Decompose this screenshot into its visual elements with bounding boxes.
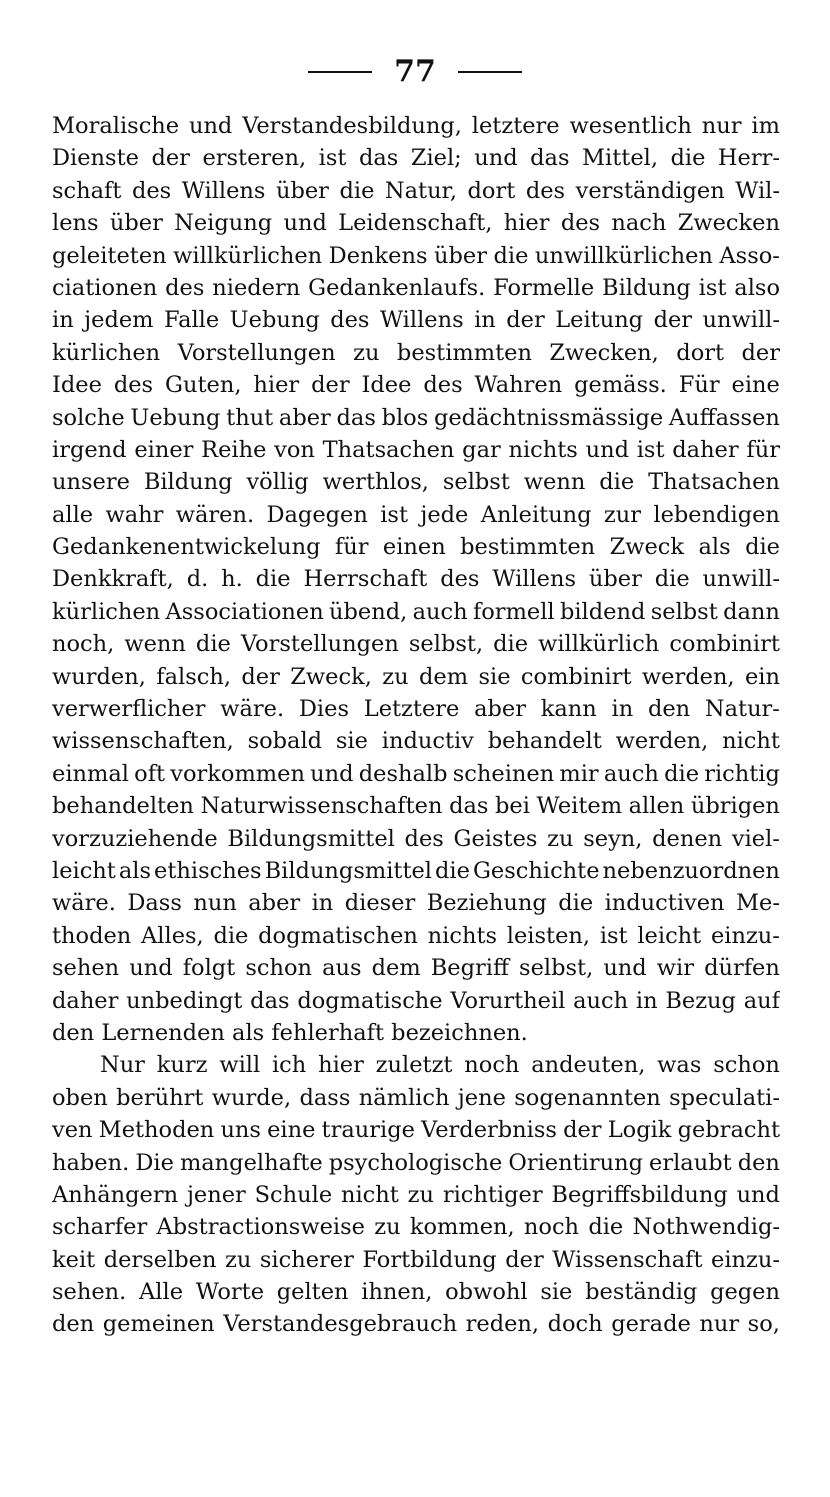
text-line: noch, wenn die Vorstellungen selbst, die willkürlich combinirt — [52, 631, 780, 658]
page-number: 77 — [394, 54, 436, 89]
text-line: sehen und folgt schon aus dem Begriff selbst, und wir dürfen — [52, 955, 780, 982]
text-line: geleiteten willkürlichen Denkens über die unwillkürlichen Asso- — [52, 242, 780, 269]
text-line: Nur kurz will ich hier zuletzt noch andeuten, was schon — [100, 1052, 780, 1079]
text-line: daher unbedingt das dogmatische Vorurtheil auch in Bezug auf — [52, 987, 780, 1014]
text-line: haben. Die mangelhafte psychologische Orientirung erlaubt den — [52, 1149, 780, 1176]
text-line: thoden Alles, die dogmatischen nichts leisten, ist leicht einzu- — [52, 922, 780, 949]
text-line: den gemeinen Verstandesgebrauch reden, doch gerade nur so, — [52, 1311, 780, 1338]
text-line: ven Methoden uns eine traurige Verderbniss der Logik gebracht — [52, 1117, 780, 1144]
text-line: unsere Bildung völlig werthlos, selbst wenn die Thatsachen — [52, 469, 780, 496]
header-rule-left — [308, 71, 372, 73]
text-line: alle wahr wären. Dagegen ist jede Anleitung zur lebendigen — [52, 501, 780, 528]
body-text — [52, 110, 780, 1341]
text-line: einmal oft vorkommen und deshalb scheinen mir auch die richtig — [52, 760, 780, 787]
text-line: kürlichen Vorstellungen zu bestimmten Zwecken, dort der — [52, 339, 780, 366]
text-line: sehen. Alle Worte gelten ihnen, obwohl sie beständig gegen — [52, 1279, 780, 1306]
text-line: ciationen des niedern Gedankenlaufs. Formelle Bildung ist also — [52, 274, 780, 301]
text-line: schaft des Willens über die Natur, dort des verständigen Wil- — [52, 177, 780, 204]
text-line: Anhängern jener Schule nicht zu richtiger Begriffsbildung und — [52, 1181, 780, 1208]
page-header — [0, 52, 830, 92]
text-line: Dienste der ersteren, ist das Ziel; und das Mittel, die Herr- — [52, 145, 780, 172]
text-line: vorzuziehende Bildungsmittel des Geistes zu seyn, denen viel- — [52, 825, 780, 852]
text-line: Moralische und Verstandesbildung, letztere wesentlich nur im — [52, 113, 780, 139]
text-line: in jedem Falle Uebung des Willens in der Leitung der unwill- — [52, 307, 780, 334]
text-line: kürlichen Associationen übend, auch formell bildend selbst dann — [52, 598, 780, 625]
text-line: irgend einer Reihe von Thatsachen gar nichts und ist daher für — [52, 436, 780, 463]
text-line: Idee des Guten, hier der Idee des Wahren gemäss. Für eine — [52, 372, 780, 399]
header-rule-right — [458, 71, 522, 73]
text-line: lens über Neigung und Leidenschaft, hier des nach Zwecken — [52, 210, 780, 237]
text-line: keit derselben zu sicherer Fortbildung der Wissenschaft einzu- — [52, 1246, 780, 1273]
text-line: behandelten Naturwissenschaften das bei Weitem allen übrigen — [52, 793, 780, 820]
text-line: Gedankenentwickelung für einen bestimmten Zweck als die — [52, 534, 780, 561]
text-line: wäre. Dass nun aber in dieser Beziehung die inductiven Me- — [52, 890, 780, 917]
text-line: wurden, falsch, der Zweck, zu dem sie combinirt werden, ein — [52, 663, 780, 690]
text-line: oben berührt wurde, dass nämlich jene sogenannten speculati- — [52, 1084, 780, 1111]
text-line: Denkkraft, d. h. die Herrschaft des Willens über die unwill- — [52, 566, 780, 593]
text-line: leicht als ethisches Bildungsmittel die Geschichte nebenzuordnen — [52, 857, 780, 884]
text-line: wissenschaften, sobald sie inductiv behandelt werden, nicht — [52, 728, 780, 755]
text-line: solche Uebung thut aber das blos gedächtnissmässige Auffassen — [52, 404, 780, 431]
text-line: verwerflicher wäre. Dies Letztere aber kann in den Natur- — [52, 696, 780, 723]
text-line: den Lernenden als fehlerhaft bezeichnen. — [52, 1019, 528, 1046]
text-line: scharfer Abstractionsweise zu kommen, noch die Nothwendig- — [52, 1214, 780, 1241]
